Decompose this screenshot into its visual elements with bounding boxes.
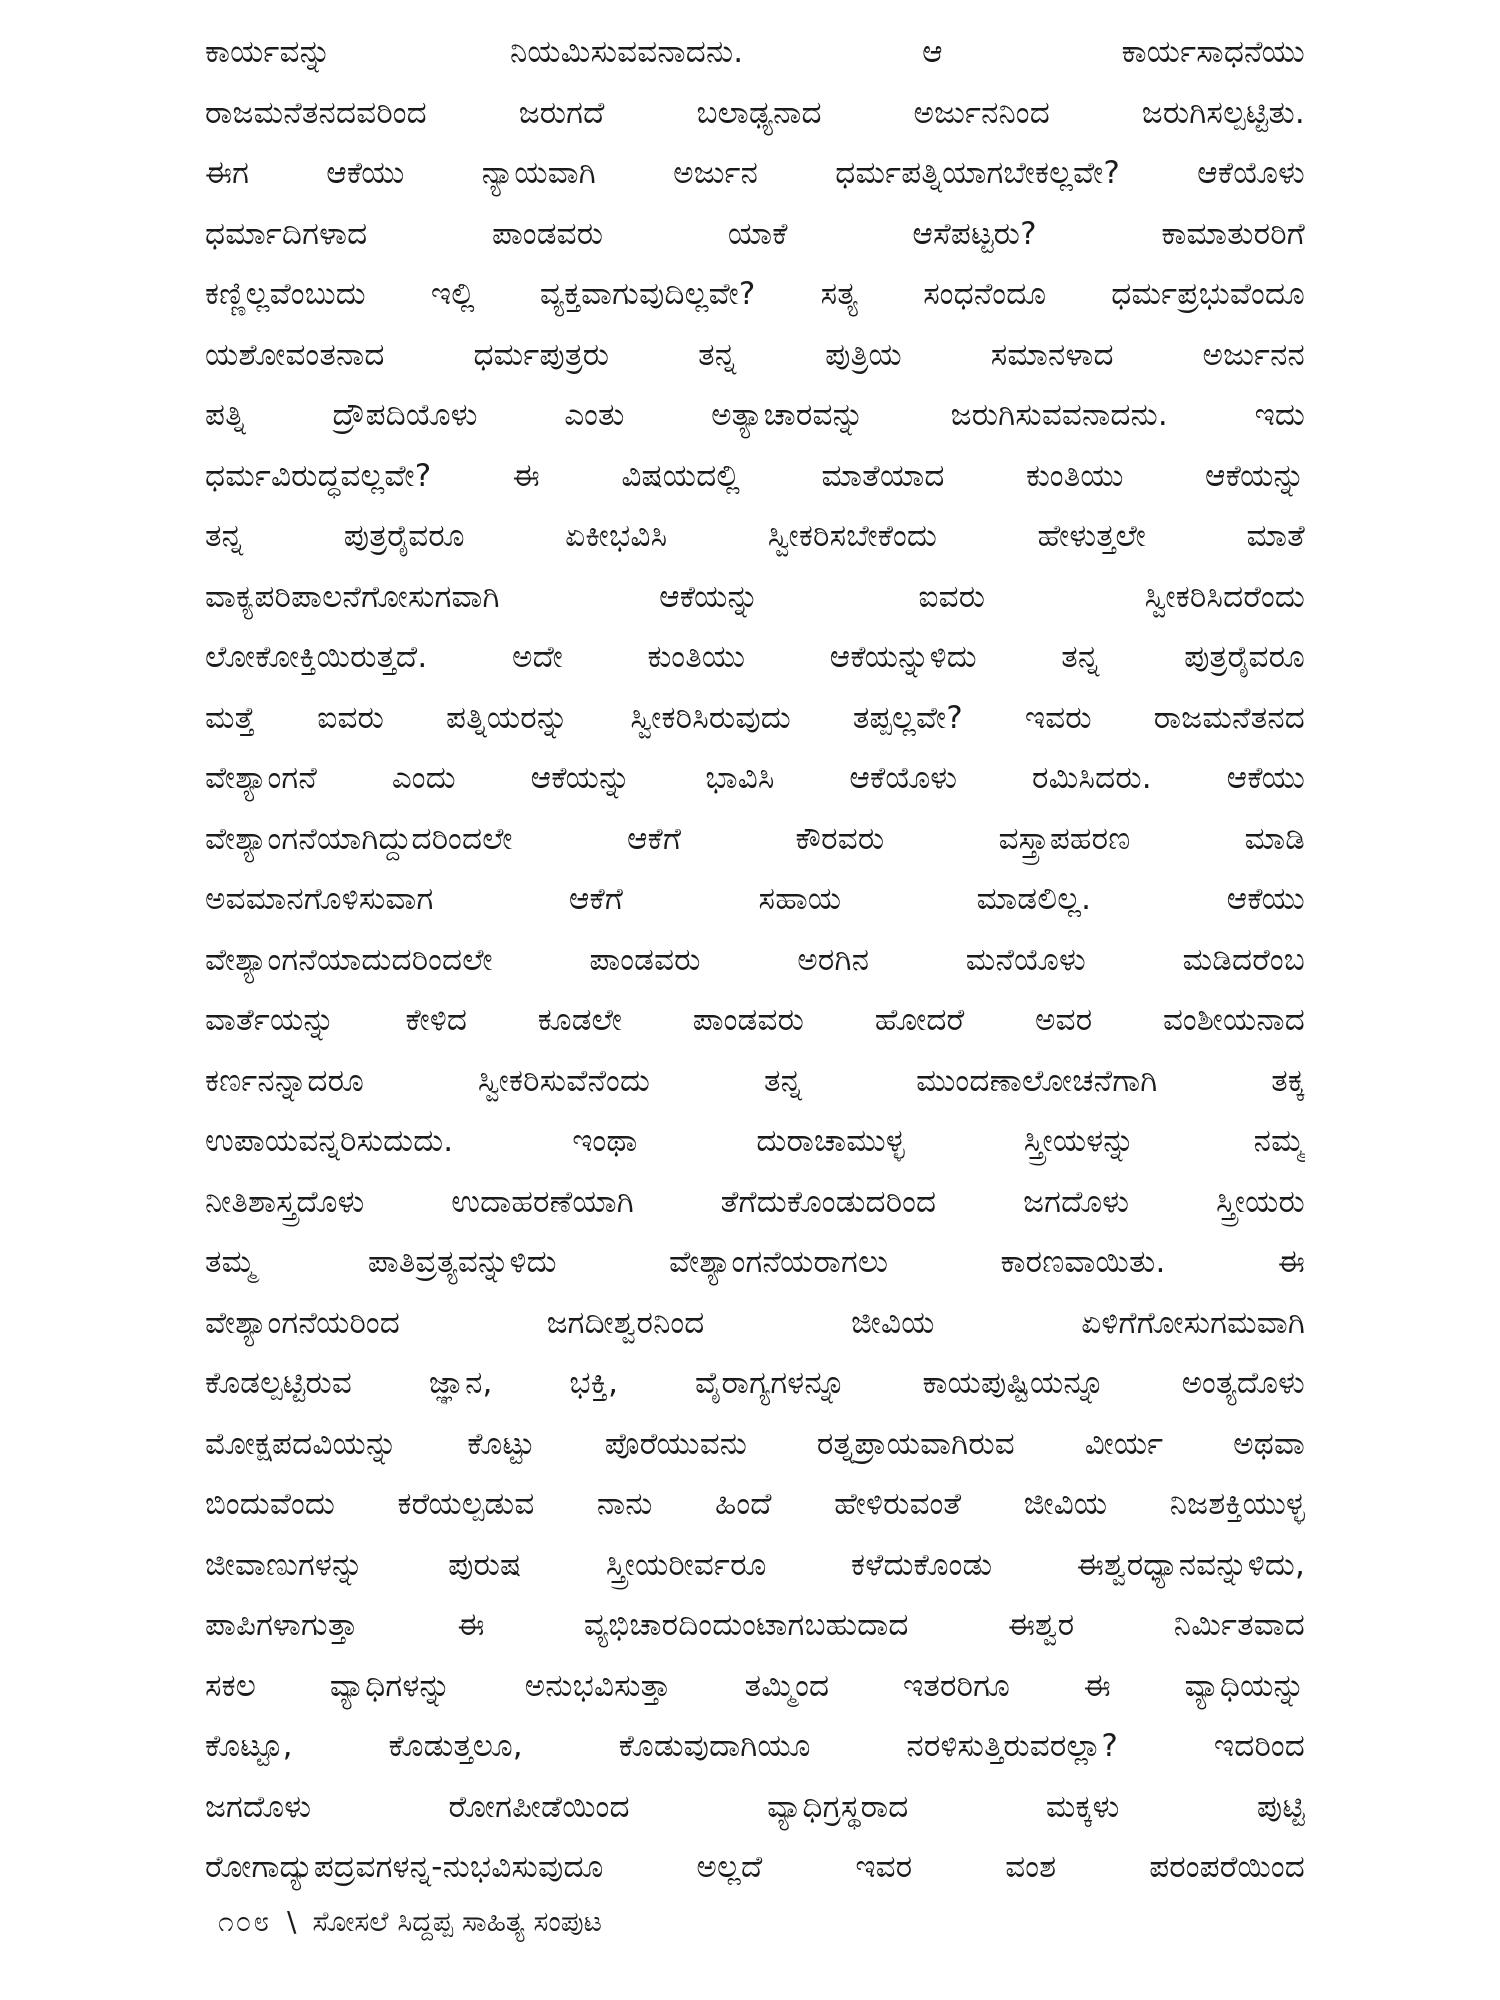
text-line-26: ಜೀವಾಣುಗಳನ್ನು ಪುರುಷ ಸ್ತ್ರೀಯರೀರ್ವರೂ ಕಳೆದುಕೊಂಡು ಈಶ್ವರಧ್ಯಾನವನ್ನುಳಿದು, [205,1546,1305,1583]
text-line-28: ಸಕಲ ವ್ಯಾಧಿಗಳನ್ನು ಅನುಭವಿಸುತ್ತಾ ತಮ್ಮಿಂದ ಇತರರಿಗೂ ಈ ವ್ಯಾಧಿಯನ್ನು [205,1667,1305,1704]
text-line-19: ಉಪಾಯವನ್ನರಿಸುದುದು. ಇಂಥಾ ದುರಾಚಾಮುಳ್ಳ ಸ್ತ್ರೀಯಳನ್ನು ನಮ್ಮ [205,1123,1305,1159]
text-line-1: ಕಾರ್ಯವನ್ನು ನಿಯಮಿಸುವವನಾದನು. ಆ ಕಾರ್ಯಸಾಧನೆಯು [205,34,1305,70]
text-line-17: ವಾರ್ತೆಯನ್ನು ಕೇಳಿದ ಕೂಡಲೇ ಪಾಂಡವರು ಹೋದರೆ ಅವರ ವಂಶೀಯನಾದ [205,1002,1305,1038]
text-line-11: ಲೋಕೋಕ್ತಿಯಿರುತ್ತದೆ. ಅದೇ ಕುಂತಿಯು ಆಕೆಯನ್ನುಳಿದು ತನ್ನ ಪುತ್ರರೈವರೂ [205,639,1305,675]
text-line-23: ಕೊಡಲ್ಪಟ್ಟಿರುವ ಜ್ಞಾನ, ಭಕ್ತಿ, ವೈರಾಗ್ಯಗಳನ್ನೂ ಕಾಯಪುಷ್ಟಿಯನ್ನೂ ಅಂತ್ಯದೊಳು [205,1365,1305,1401]
text-line-18: ಕರ್ಣನನ್ನಾದರೂ ಸ್ವೀಕರಿಸುವೆನೆಂದು ತನ್ನ ಮುಂದಣಾಲೋಚನೆಗಾಗಿ ತಕ್ಕ [205,1062,1305,1099]
text-line-4: ಧರ್ಮಾದಿಗಳಾದ ಪಾಂಡವರು ಯಾಕೆ ಆಸೆಪಟ್ಟರು? ಕಾಮಾತುರರಿಗೆ [205,215,1305,252]
text-line-21: ತಮ್ಮ ಪಾತಿವ್ರತ್ಯವನ್ನುಳಿದು ವೇಶ್ಯಾಂಗನೆಯರಾಗಲು ಕಾರಣವಾಯಿತು. ಈ [205,1244,1305,1280]
text-line-9: ತನ್ನ ಪುತ್ರರೈವರೂ ಏಕೀಭವಿಸಿ ಸ್ವೀಕರಿಸಬೇಕೆಂದು ಹೇಳುತ್ತಲೇ ಮಾತೆ [205,518,1305,554]
text-line-6: ಯಶೋವಂತನಾದ ಧರ್ಮಪುತ್ರರು ತನ್ನ ಪುತ್ರಿಯ ಸಮಾನಳಾದ ಅರ್ಜುನನ [205,336,1305,373]
text-line-29: ಕೊಟ್ಟೂ, ಕೊಡುತ್ತಲೂ, ಕೊಡುವುದಾಗಿಯೂ ನರಳಿಸುತ್ತಿರುವರಲ್ಲಾ? ಇದರಿಂದ [205,1728,1305,1764]
text-line-24: ಮೋಕ್ಷಪದವಿಯನ್ನು ಕೊಟ್ಟು ಪೊರೆಯುವನು ರತ್ನಪ್ರಾಯವಾಗಿರುವ ವೀರ್ಯ ಅಥವಾ [205,1425,1305,1462]
text-line-3: ಈಗ ಆಕೆಯು ನ್ಯಾಯವಾಗಿ ಅರ್ಜುನ ಧರ್ಮಪತ್ನಿಯಾಗಬೇಕಲ್ಲವೇ? ಆಕೆಯೊಳು [205,155,1305,191]
footer-separator: \ [287,1905,297,1938]
text-line-16: ವೇಶ್ಯಾಂಗನೆಯಾದುದರಿಂದಲೇ ಪಾಂಡವರು ಅರಗಿನ ಮನೆಯೊಳು ಮಡಿದರೆಂಬ [205,941,1305,978]
text-line-13: ವೇಶ್ಯಾಂಗನೆ ಎಂದು ಆಕೆಯನ್ನು ಭಾವಿಸಿ ಆಕೆಯೊಳು ರಮಿಸಿದರು. ಆಕೆಯು [205,760,1305,796]
text-line-5: ಕಣ್ಣಿಲ್ಲವೆಂಬುದು ಇಲ್ಲಿ ವ್ಯಕ್ತವಾಗುವುದಿಲ್ಲವೇ? ಸತ್ಯ ಸಂಧನೆಂದೂ ಧರ್ಮಪ್ರಭುವೆಂದೂ [205,276,1305,312]
body-text [205,22,1305,1898]
text-line-31: ರೋಗಾದ್ಯುಪದ್ರವಗಳನ್ನ-ನುಭವಿಸುವುದೂ ಅಲ್ಲದೆ ಇವರ ವಂಶ ಪರಂಪರೆಯಿಂದ [205,1849,1305,1885]
text-line-10: ವಾಕ್ಯಪರಿಪಾಲನೆಗೋಸುಗವಾಗಿ ಆಕೆಯನ್ನು ಐವರು ಸ್ವೀಕರಿಸಿದರೆಂದು [205,578,1305,615]
text-line-27: ಪಾಪಿಗಳಾಗುತ್ತಾ ಈ ವ್ಯಭಿಚಾರದಿಂದುಂಟಾಗಬಹುದಾದ ಈಶ್ವರ ನಿರ್ಮಿತವಾದ [205,1607,1305,1643]
book-title: ಸೋಸಲೆ ಸಿದ್ದಪ್ಪ ಸಾಹಿತ್ಯ ಸಂಪುಟ [312,1905,602,1938]
text-line-8: ಧರ್ಮವಿರುದ್ಧವಲ್ಲವೇ? ಈ ವಿಷಯದಲ್ಲಿ ಮಾತೆಯಾದ ಕುಂತಿಯು ಆಕೆಯನ್ನು [205,457,1305,494]
page-number: ೧೦೮ [218,1905,272,1938]
text-line-30: ಜಗದೊಳು ರೋಗಪೀಡೆಯಿಂದ ವ್ಯಾಧಿಗ್ರಸ್ಥರಾದ ಮಕ್ಕಳು ಪುಟ್ಟಿ [205,1788,1305,1825]
text-line-15: ಅವಮಾನಗೊಳಿಸುವಾಗ ಆಕೆಗೆ ಸಹಾಯ ಮಾಡಲಿಲ್ಲ. ಆಕೆಯು [205,881,1305,917]
text-line-12: ಮತ್ತೆ ಐವರು ಪತ್ನಿಯರನ್ನು ಸ್ವೀಕರಿಸಿರುವುದು ತಪ್ಪಲ್ಲವೇ? ಇವರು ರಾಜಮನೆತನದ [205,699,1305,736]
text-line-22: ವೇಶ್ಯಾಂಗನೆಯರಿಂದ ಜಗದೀಶ್ವರನಿಂದ ಜೀವಿಯ ಏಳಿಗೆಗೋಸುಗಮವಾಗಿ [205,1304,1305,1341]
text-line-2: ರಾಜಮನೆತನದವರಿಂದ ಜರುಗದೆ ಬಲಾಢ್ಯನಾದ ಅರ್ಜುನನಿಂದ ಜರುಗಿಸಲ್ಪಟ್ಟಿತು. [205,94,1305,131]
page-footer [218,1900,602,1944]
text-line-20: ನೀತಿಶಾಸ್ತ್ರದೊಳು ಉದಾಹರಣೆಯಾಗಿ ತೆಗೆದುಕೊಂಡುದರಿಂದ ಜಗದೊಳು ಸ್ತ್ರೀಯರು [205,1183,1305,1220]
text-line-25: ಬಿಂದುವೆಂದು ಕರೆಯಲ್ಪಡುವ ನಾನು ಹಿಂದೆ ಹೇಳಿರುವಂತೆ ಜೀವಿಯ ನಿಜಶಕ್ತಿಯುಳ್ಳ [205,1486,1305,1522]
text-line-7: ಪತ್ನಿ ದ್ರೌಪದಿಯೊಳು ಎಂತು ಅತ್ಯಾಚಾರವನ್ನು ಜರುಗಿಸುವವನಾದನು. ಇದು [205,397,1305,433]
text-line-14: ವೇಶ್ಯಾಂಗನೆಯಾಗಿದ್ದುದರಿಂದಲೇ ಆಕೆಗೆ ಕೌರವರು ವಸ್ತ್ರಾಪಹರಣ ಮಾಡಿ [205,820,1305,857]
